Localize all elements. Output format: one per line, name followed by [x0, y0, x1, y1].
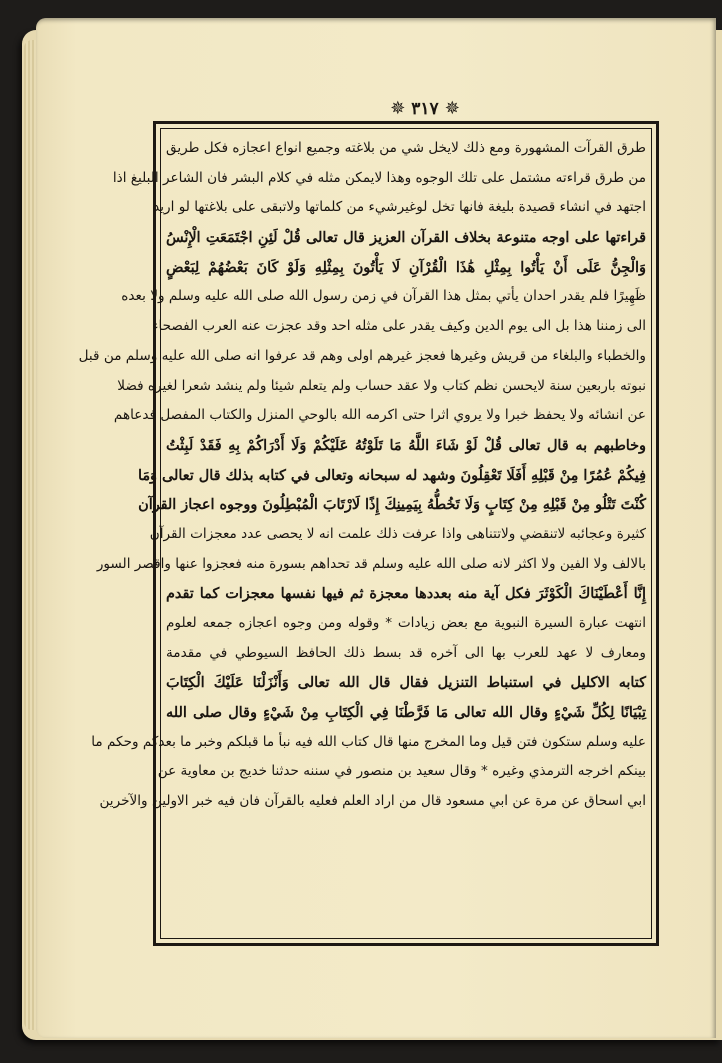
text-line: بالالف ولا الفين ولا اكثر لانه صلى الله عليه وسلم قد تحداهم بسورة منه فعجزوا عنها واقصر السور	[96, 555, 646, 572]
text-line: والخطباء والبلغاء من قريش وغيرها فعجز غيرهم اولى وهم قد عرفوا انه صلى الله عليه وسلم من قبل	[78, 347, 646, 364]
text-line: وخاطبهم به قال تعالى قُلْ لَوْ شَاءَ اللَّهُ مَا تَلَوْتُهُ عَلَيْكُمْ وَلَا أَدْرَاكُمْ بِهِ فَقَدْ لَبِثْتُ	[166, 436, 646, 454]
text-line: اجتهد في انشاء قصيدة بليغة فانها تخل لوغيرشيء من كلماتها ولاتبقى على بلاغتها لو اريد	[153, 199, 646, 216]
text-line: قراءتها على اوجه متنوعة بخلاف القرآن العزيز قال تعالى قُلْ لَئِنِ اجْتَمَعَتِ الْإِنْسُ	[166, 229, 646, 247]
text-line: طرق القرآت المشهورة ومع ذلك لايخل شي من بلاغته وجميع انواع اعجازه فكل طريق	[166, 140, 646, 156]
text-line: ظَهِيرًا فلم يقدر احدان يأتي بمثل هذا القرآن في زمن رسول الله صلى الله عليه وسلم ولا بعده	[121, 288, 646, 305]
text-line: الى زمننا هذا بل الى يوم الدين وكيف يقدر على مثله احد وقد عجزت عنه العرب الفصحاء	[152, 318, 646, 335]
text-line: من طرق قراءته مشتمل على تلك الوجوه وهذا لايمكن مثله في كلام البشر فان الشاعر البليغ اذا	[112, 169, 646, 186]
text-line: وَالْجِنُّ عَلَى أَنْ يَأْتُوا بِمِثْلِ هَٰذَا الْقُرْآنِ لَا يَأْتُونَ بِمِثْلِهِ وَلَوْ كَانَ بَعْضُهُمْ لِبَعْضٍ	[166, 258, 646, 276]
text-line: ومعارف لا عهد للعرب بها الى آخره قد بسط ذلك الحافظ السيوطي في مقدمة	[166, 644, 646, 661]
text-line: ابي اسحاق عن مرة عن ابي مسعود قال من اراد العلم فعليه بالقرآن فان فيه خبر الاولين والآخرين	[99, 793, 646, 810]
text-line: كُنْتَ تَتْلُو مِنْ قَبْلِهِ مِنْ كِتَابٍ وَلَا تَخُطُّهُ بِيَمِينِكَ إِذًا لَارْتَابَ الْمُبْطِلُونَ ووجوه اعجاز القرآن	[138, 496, 646, 514]
text-line: بينكم اخرجه الترمذي وغيره * وقال سعيد بن منصور في سننه حدثنا خديج بن معاوية عن	[157, 763, 646, 780]
page-number: ٣١٧	[411, 99, 439, 119]
left-ornament-icon: ✵	[390, 98, 406, 119]
text-line: نبوته باربعين سنة لايحسن نظم كتاب ولا عقد حساب ولم يتعلم شيئا ولم ينشد شعرا لغيره فضلا	[117, 377, 646, 394]
text-line: انتهت عبارة السيرة النبوية مع بعض زيادات * وقوله ومن وجوه اعجازه جمعه لعلوم	[166, 615, 646, 631]
right-ornament-icon: ✵	[444, 98, 460, 119]
text-line: عليه وسلم ستكون فتن قيل وما المخرج منها قال كتاب الله فيه نبأ ما قبلكم وخبر ما بعدكم وحكم ما	[91, 733, 646, 750]
text-line: كثيرة وعجائبه لاتنقضي ولاتتناهى واذا عرفت ذلك علمت انه لا يحصى عدد معجزات القرآن	[149, 525, 646, 542]
text-line: فِيكُمْ عُمُرًا مِنْ قَبْلِهِ أَفَلَا تَعْقِلُونَ وشهد له سبحانه وتعالى في كتابه بذلك قال تعالى وَمَا	[137, 466, 646, 484]
text-line: إِنَّا أَعْطَيْنَاكَ الْكَوْثَرَ فكل آية منه بعددها معجزة ثم فيها نفسها معجزات كما تقدم	[166, 585, 646, 603]
page-header	[380, 96, 470, 122]
text-line: عن انشائه ولا يحفظ خبرا ولا يروي اثرا حتى اكرمه الله بالوحي المنزل والكتاب المفصل فدعاهم	[113, 407, 646, 424]
body-text	[78, 134, 646, 934]
text-line: تِبْيَانًا لِكُلِّ شَيْءٍ وقال الله تعالى مَا فَرَّطْنَا فِي الْكِتَابِ مِنْ شَيْءٍ وقال صلى الله	[166, 704, 646, 722]
text-line: كتابه الاكليل في استنباط التنزيل فقال قال الله تعالى وَأَنْزَلْنَا عَلَيْكَ الْكِتَابَ	[166, 674, 646, 692]
